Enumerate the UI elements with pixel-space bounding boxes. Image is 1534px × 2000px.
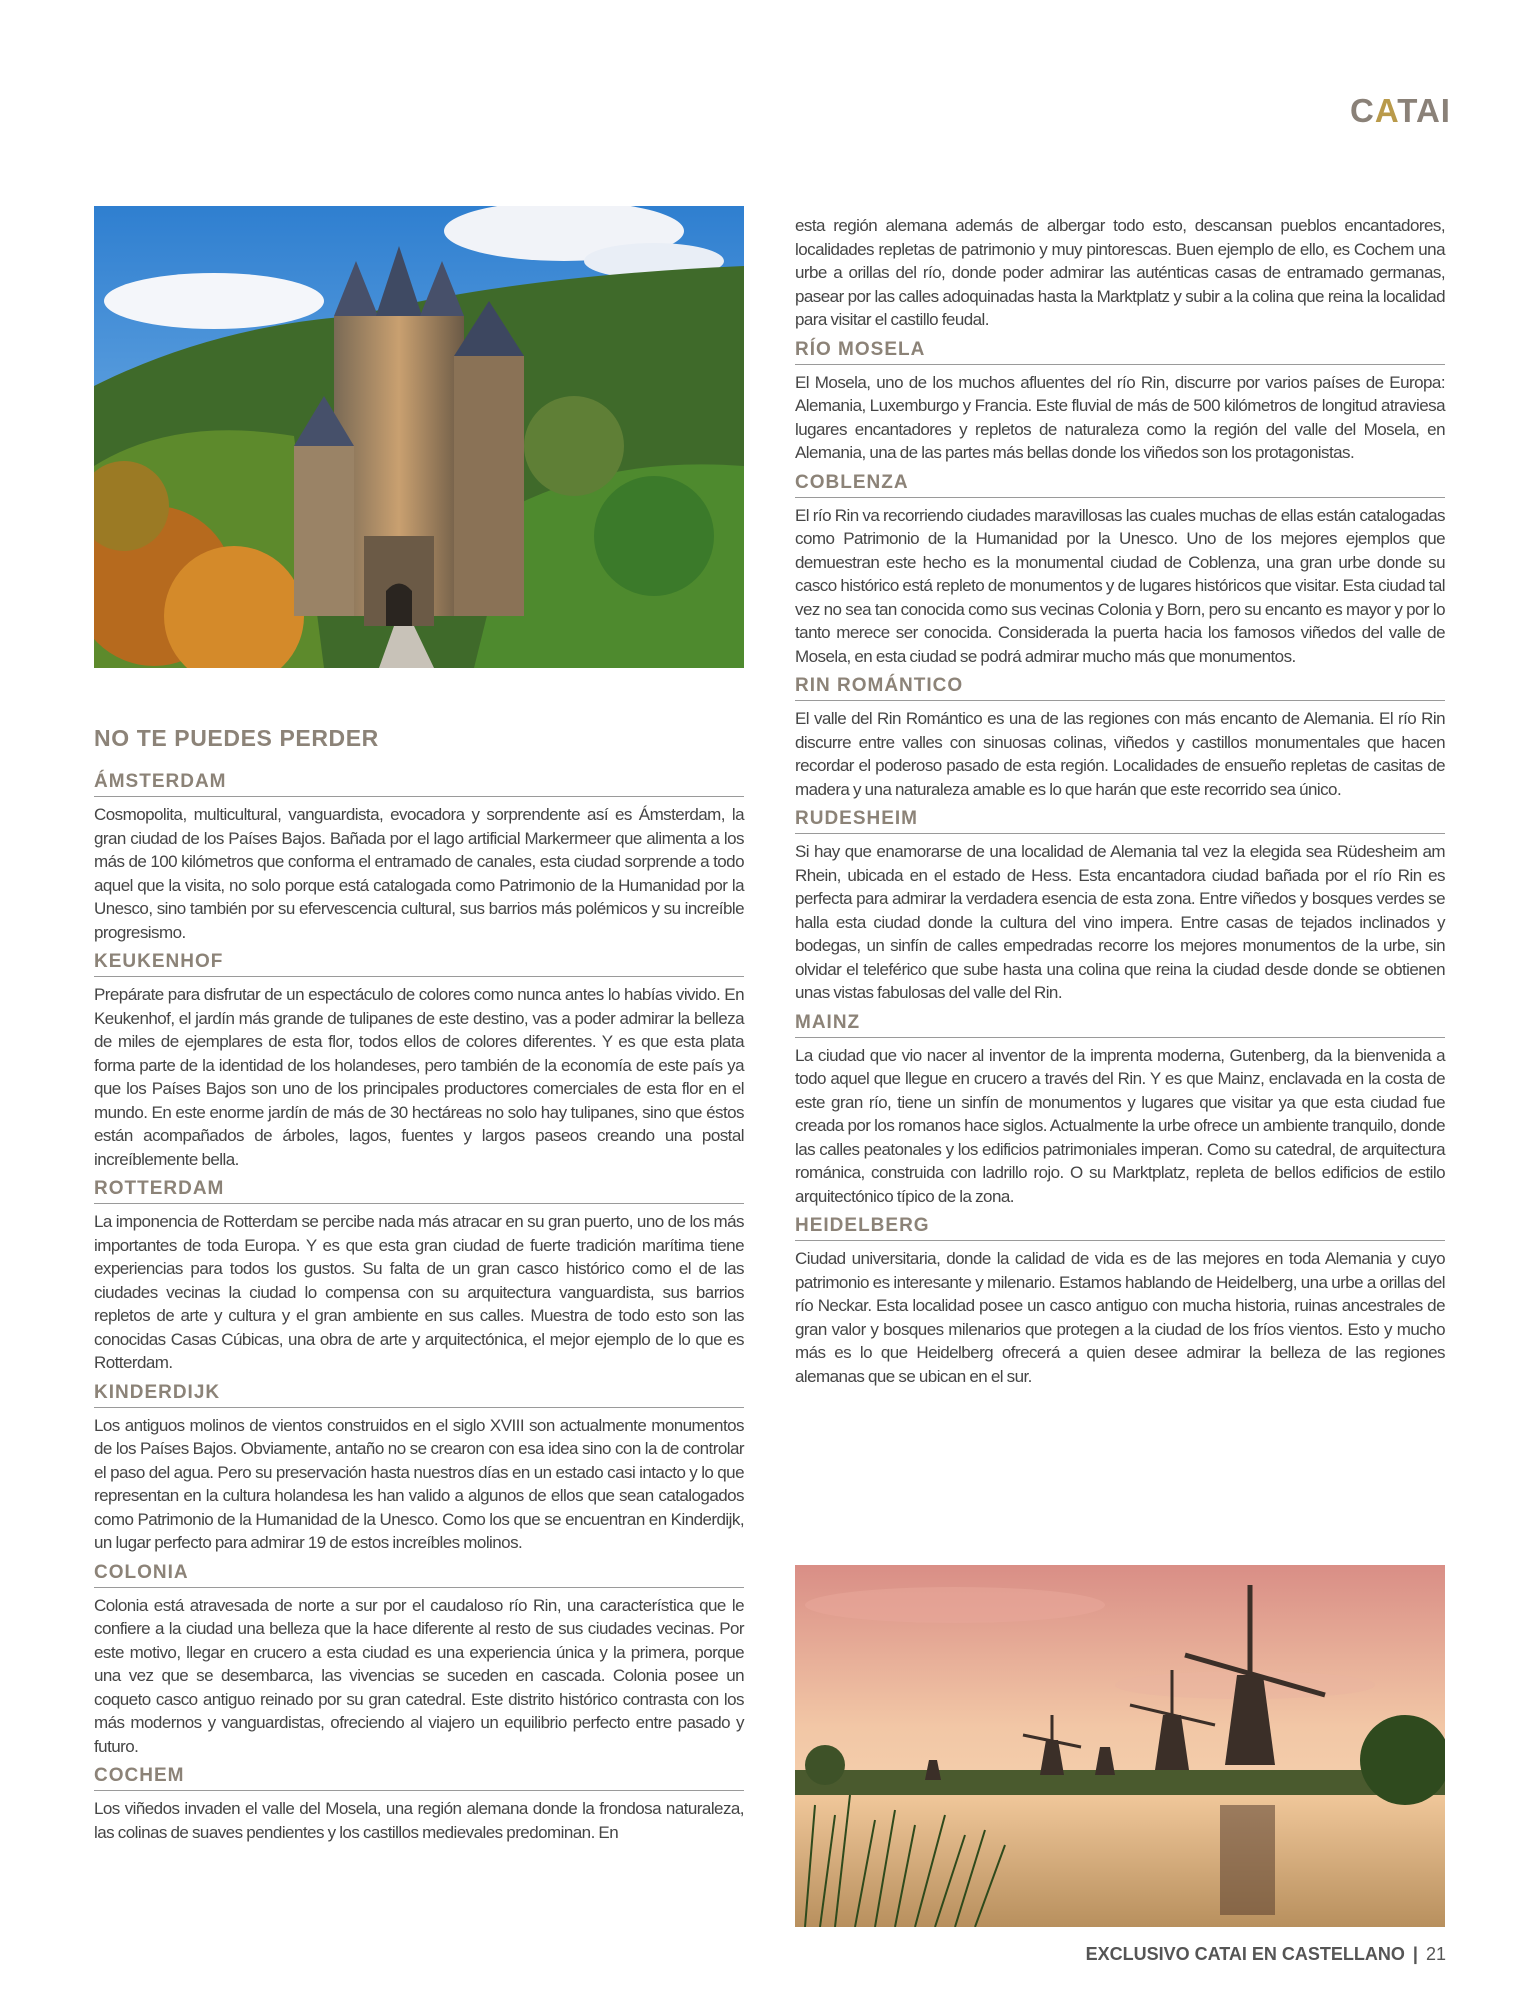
section-title: ROTTERDAM [94, 1177, 744, 1204]
page-footer [1086, 1944, 1446, 1965]
section-title: MAINZ [795, 1011, 1445, 1038]
section-kinderdijk [94, 1381, 744, 1555]
section-heading: NO TE PUEDES PERDER [94, 725, 379, 751]
section-title: RÍO MOSELA [795, 338, 1445, 365]
section-text: Ciudad universitaria, donde la calidad de vida es de las mejores en toda Alemania y cuyo patrimonio es interesante y milenario. Estamos hablando de Heidelberg, una urbe a orillas del río Neckar. Esta localidad posee un casco antiguo con mucha historia, ruinas ancestrales de gran valor y bosques milenarios que protegen a la ciudad de los fríos vientos. Esto y mucho más es lo que Heidelberg ofrecerá a quien desee admirar la belleza de las regiones alemanas que se ubican en el sur. [795, 1249, 1445, 1386]
section-text: Los antiguos molinos de vientos construidos en el siglo XVIII son actualmente monumentos de los Países Bajos. Obviamente, antaño no se crearon con esa idea sino con la de controlar el paso del agua. Pero su preservación hasta nuestros días en un estado casi intacto y lo que representan en la cultura holandesa les han valido a algunos de ellos que sean catalogados como Patrimonio de la Humanidad de la Unesco. Como los que se encuentran en Kinderdijk, un lugar perfecto para admirar 19 de estos increíbles molinos. [94, 1415, 744, 1552]
footer-separator: | [1412, 1944, 1418, 1964]
right-column [795, 214, 1445, 1394]
section-title: ÁMSTERDAM [94, 770, 744, 797]
windmills-photo [795, 1565, 1445, 1927]
footer-label: EXCLUSIVO CATAI EN CASTELLANO [1085, 1944, 1405, 1964]
section-rin-romantico [795, 674, 1445, 801]
section-keukenhof [94, 950, 744, 1171]
section-title: COCHEM [94, 1764, 744, 1791]
cochem-continuation-text: esta región alemana además de albergar todo esto, descansan pueblos encantadores, localidades repletas de patrimonio y muy pintorescas. Buen ejemplo de ello, es Cochem una urbe a orillas del río, donde poder admirar las auténticas casas de entramado germanas, pasear por las calles adoquinadas hasta la Marktplatz y subir a la colina que reina la localidad para visitar el castillo feudal. [795, 216, 1445, 329]
section-coblenza [795, 471, 1445, 669]
section-text: El Mosela, uno de los muchos afluentes del río Rin, discurre por varios países de Europa: Alemania, Luxemburgo y Francia. Este fluvial de más de 500 kilómetros de longitud atraviesa lugares encantadores y repletos de naturaleza como la región del valle del Mosela, en Alemania, una de las partes más bellas donde los viñedos son los protagonistas. [795, 372, 1445, 462]
section-text: La imponencia de Rotterdam se percibe nada más atracar en su gran puerto, uno de los más importantes de toda Europa. Y es que esta gran ciudad de fuerte tradición marítima tiene experiencias para todos los gustos. Su falta de un gran casco histórico como el de las ciudades vecinas la ciudad lo compensa con su arquitectura vanguardista, sus barrios repletos de arte y cultura y el gran ambiente en sus calles. Muestra de todo esto son las conocidas Casas Cúbicas, una obra de arte y arquitectónica, el mejor ejemplo de lo que es Rotterdam. [94, 1212, 744, 1372]
section-title: KEUKENHOF [94, 950, 744, 977]
section-text: La ciudad que vio nacer al inventor de la imprenta moderna, Gutenberg, da la bienvenida a todo aquel que llegue en crucero a través del Rin. Y es que Mainz, enclavada en la costa de este gran río, tiene un sinfín de monumentos y lugares que visitar ya que esta ciudad fue creada por los romanos hace siglos. Actualmente la urbe ofrece un ambiente tranquilo, donde las calles peatonales y los edificios patrimoniales imperan. Como su catedral, de arquitectura románica, construida con ladrillo rojo. O su Marktplatz, repleta de bellos edificios de estilo arquitectónico típico de la zona. [795, 1045, 1445, 1206]
section-text: El valle del Rin Romántico es una de las regiones con más encanto de Alemania. El río Rin discurre entre valles con sinuosas colinas, viñedos y castillos monumentales que hacen recordar el poderoso pasado de esta región. Localidades de ensueño repletas de casitas de madera y una naturaleza amable es lo que harán que este recorrido sea único. [795, 709, 1445, 799]
windmills-illustration [795, 1565, 1445, 1927]
section-title: COLONIA [94, 1561, 744, 1588]
page-number: 21 [1425, 1944, 1446, 1964]
section-rotterdam [94, 1177, 744, 1375]
section-mainz [795, 1011, 1445, 1209]
section-title: RIN ROMÁNTICO [795, 674, 1445, 701]
section-cochem [94, 1764, 744, 1844]
section-rio-mosela [795, 338, 1445, 465]
section-text: El río Rin va recorriendo ciudades maravillosas las cuales muchas de ellas están catalogadas como Patrimonio de la Humanidad por la Unesco. Uno de los mejores ejemplos que demuestran este hecho es la monumental ciudad de Coblenza, una gran urbe donde su casco histórico está repleto de monumentos y de lugares históricos que visitar. Esta ciudad tal vez no sea tan conocida como sus vecinas Colonia y Born, pero su encanto es mayor y por lo tanto merece ser conocida. Considerada la puerta hacia los famosos viñedos del valle de Mosela, en esta ciudad se podrá admirar mucho más que monumentos. [795, 505, 1445, 666]
section-text: Si hay que enamorarse de una localidad de Alemania tal vez la elegida sea Rüdesheim am Rhein, ubicada en el estado de Hess. Esta encantadora ciudad bañada por el río Rin es perfecta para admirar la verdadera esencia de esta zona. Entre viñedos y bosques verdes se halla esta ciudad donde la cultura del vino impera. Entre casas de tejados inclinados y bodegas, un sinfín de calles empedradas recorre los mejores monumentos de la urbe, sin olvidar el teleférico que sube hasta una colina que reina la ciudad desde donde se obtienen unas vistas fabulosas del valle del Rin. [795, 842, 1445, 1002]
left-column [94, 725, 744, 1850]
section-text: Colonia está atravesada de norte a sur por el caudaloso río Rin, una característica que le confiere a la ciudad una belleza que la hace diferente al resto de sus ciudades vecinas. Por este motivo, llegar en crucero a esta ciudad es una experiencia única y la primera, porque una vez que se desembarca, las vivencias se suceden en cascada. Colonia posee un coqueto casco antiguo reinado por su gran catedral. Este distrito histórico contrasta con los más modernos y vanguardistas, ofreciendo al viajero un equilibrio perfecto entre pasado y futuro. [94, 1595, 744, 1756]
castle-photo [94, 206, 744, 668]
section-title: HEIDELBERG [795, 1214, 1445, 1241]
section-heidelberg [795, 1214, 1445, 1388]
castle-illustration [94, 206, 744, 668]
section-colonia [94, 1561, 744, 1759]
section-title: COBLENZA [795, 471, 1445, 498]
section-text: Cosmopolita, multicultural, vanguardista, evocadora y sorprendente así es Ámsterdam, la gran ciudad de los Países Bajos. Bañada por el lago artificial Markermeer que alimenta a los más de 100 kilómetros que conforma el entramado de canales, esta ciudad sorprende a todo aquel que la visita, no solo porque está catalogada como Patrimonio de la Humanidad por la Unesco, sino también por su efervescencia cultural, sus barrios más polémicos y su increíble progresismo. [94, 805, 744, 942]
section-rudesheim [795, 807, 1445, 1005]
section-title: RUDESHEIM [795, 807, 1445, 834]
section-amsterdam [94, 770, 744, 944]
section-text: Los viñedos invaden el valle del Mosela, una región alemana donde la frondosa naturaleza, las colinas de suaves pendientes y los castillos medievales predominan. En [94, 1799, 744, 1842]
section-text: Prepárate para disfrutar de un espectáculo de colores como nunca antes lo habías vivido. En Keukenhof, el jardín más grande de tulipanes de este destino, vas a poder admirar la belleza de miles de ejemplares de esta flor, todos ellos de colores diferentes. Y es que esta plata forma parte de la identidad de los holandeses, pero también de la economía de este país ya que los Países Bajos son uno de los principales productores comerciales de esta flor en el mundo. En este enorme jardín de más de 30 hectáreas no solo hay tulipanes, sino que éstos están acompañados de árboles, lagos, fuentes y largos paseos creando una postal increíblemente bella. [94, 985, 744, 1169]
catai-logo: CATAI [1350, 92, 1451, 129]
section-title: KINDERDIJK [94, 1381, 744, 1408]
